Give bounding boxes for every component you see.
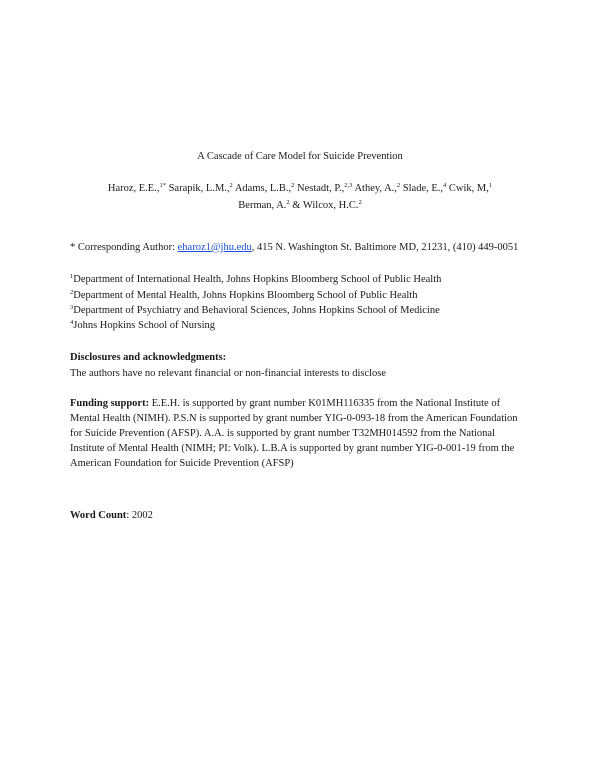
- author: Sarapik, L.M.,$^2$: [168, 182, 233, 194]
- author: & Wilcox, H.C.$^2$: [292, 199, 362, 211]
- author-list: [70, 180, 530, 214]
- author: Slade, E.,$^4$: [402, 182, 447, 194]
- author: Cwik, M,$^1$: [448, 182, 493, 194]
- author: Nestadt, P.,$^{2,3}$: [297, 182, 353, 194]
- affiliation-4: $^4$Johns Hopkins School of Nursing: [70, 319, 216, 331]
- author: Adams, L.B.,$^2$: [234, 182, 295, 194]
- corresponding-label: * Corresponding Author:: [70, 242, 175, 253]
- paper-title: A Cascade of Care Model for Suicide Prevention: [197, 151, 403, 162]
- corresponding-address: , 415 N. Washington St. Baltimore MD, 21231, (410) 449-0051: [251, 242, 519, 253]
- affiliation-3: $^3$Department of Psychiatry and Behavioral Sciences, Johns Hopkins School of Medicine: [70, 304, 440, 316]
- email-link[interactable]: eharoz1@jhu.edu: [177, 242, 252, 253]
- funding-support: [70, 396, 532, 471]
- funding-text: E.E.H. is supported by grant number K01MH116335 from the National Institute of Mental Health (NIMH). P.S.N is supported by grant number YIG-0-093-18 from the American Foundation for Suicide Prevention (AFSP). A.A. is supported by grant number T32MH014592 from the National Institute of Mental Health (NIMH; PI: Volk). L.B.A is supported by grant number YIG-0-001-19 from the American Foundation for Suicide Prevention (AFSP): [70, 398, 518, 469]
- affiliation-1: $^1$Department of International Health, Johns Hopkins Bloomberg School of Public Health: [70, 273, 442, 285]
- word-count-label: Word Count: [70, 510, 127, 521]
- corresponding-author: [70, 240, 532, 255]
- author: Athey, A.,$^2$: [354, 182, 401, 194]
- word-count-value: : 2002: [126, 510, 153, 521]
- disclosures-text: The authors have no relevant financial or non-financial interests to disclose: [70, 368, 387, 379]
- disclosures-heading: Disclosures and acknowledgments:: [70, 352, 227, 363]
- funding-heading: Funding support:: [70, 398, 150, 409]
- author: Berman, A.$^2$: [238, 199, 290, 211]
- affiliation-2: $^2$Department of Mental Health, Johns Hopkins Bloomberg School of Public Health: [70, 289, 418, 301]
- author: Haroz, E.E.,$^{1*}$: [107, 182, 166, 194]
- word-count: [70, 508, 153, 523]
